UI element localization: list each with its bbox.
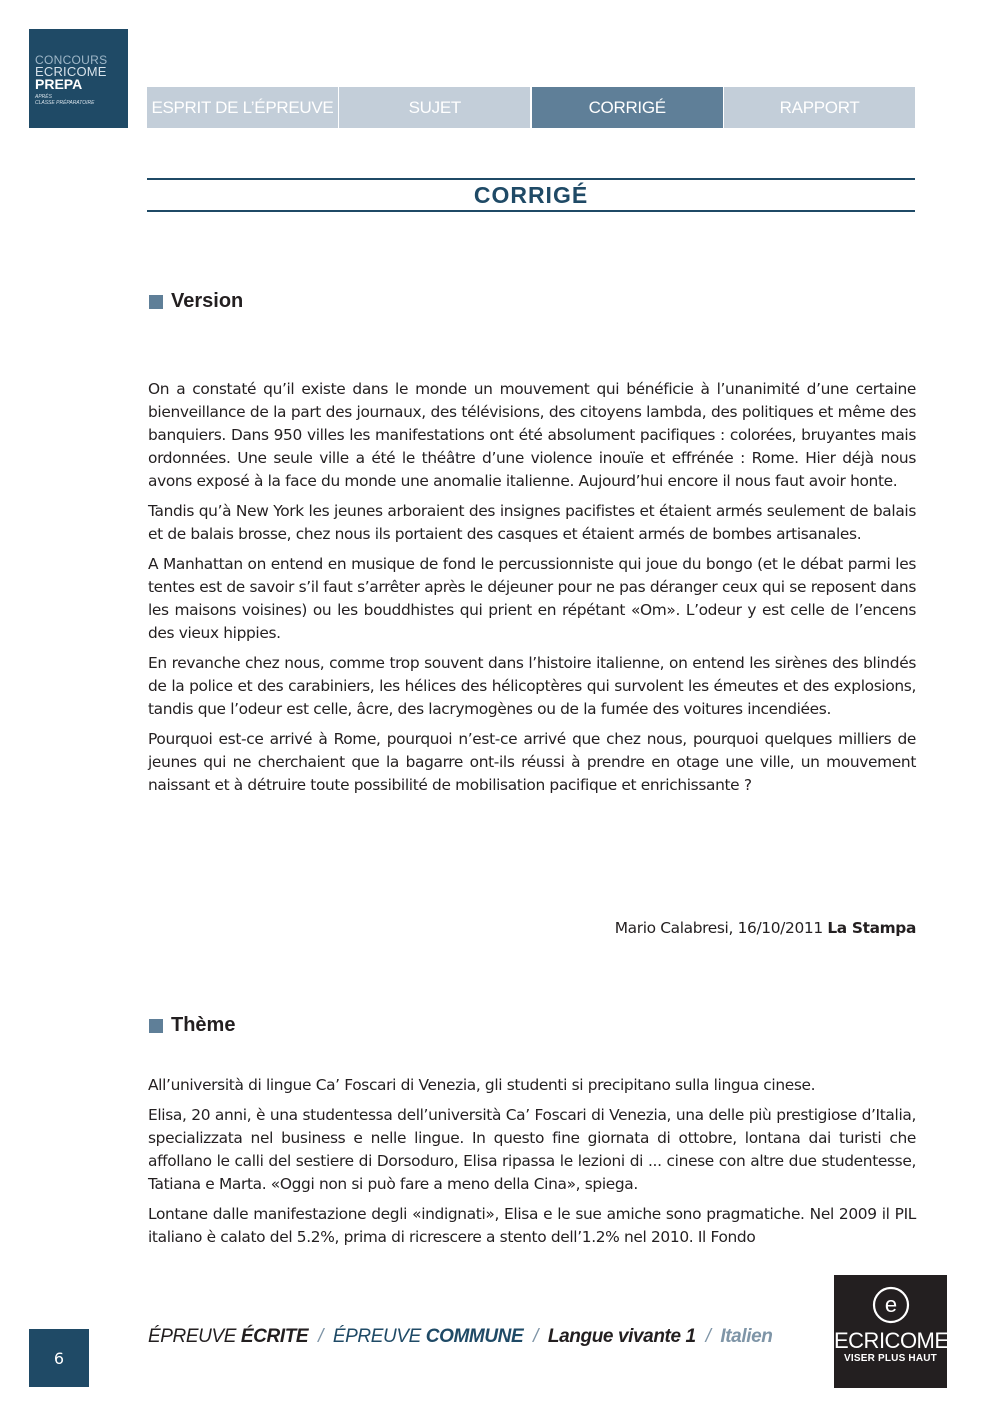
version-paragraph: A Manhattan on entend en musique de fond le percussionniste qui joue du bongo (et le débat parmi les tentes est de savoir s’il faut s’arrêter après le déjeuner pour ne pas déranger ceux qui se reposent dans les maisons voisines) ou les bouddhistes qui prient en répétant «Om». L’odeur y est celle de l’encens des vieux hippies. [148,555,916,642]
tab-esprit[interactable]: ESPRIT DE L’ÉPREUVE [147,87,338,128]
version-heading-label: Version [171,290,244,312]
source-citation [148,917,916,940]
logo-classe: CLASSE PRÉPARATOIRE [35,100,95,106]
tab-corrige[interactable]: CORRIGÉ [532,87,723,128]
footer-langue: Langue vivante 1 [547,1326,696,1347]
footer-epreuve: ÉPREUVE [148,1326,237,1347]
square-bullet-icon [149,295,163,309]
footer-commune: COMMUNE [425,1326,524,1347]
square-bullet-icon [149,1019,163,1033]
theme-heading-label: Thème [171,1014,236,1036]
section-tabs [147,87,915,128]
footer-separator: / [705,1326,711,1347]
tab-rapport[interactable]: RAPPORT [724,87,915,128]
version-heading [149,290,243,313]
theme-paragraph: Elisa, 20 anni, è una studentessa dell’università Ca’ Foscari di Venezia, una delle più prestigiose d’Italia, specializzata nel business e nelle lingue. In questo fine giornata di ottobre, lontana dai turisti che affollano le calli del sestiere di Dorsoduro, Elisa ripassa le lezioni di ... cinese con altre due studentesse, Tatiana e Marta. «Oggi non si può fare a meno della Cina», spiega. [148,1106,916,1193]
footer-epreuve-2: ÉPREUVE [332,1326,421,1347]
ecricome-e-icon [871,1285,911,1325]
footer-italien: Italien [720,1326,773,1347]
logo-line-subtitle [35,94,128,106]
footer-separator: / [533,1326,539,1347]
logo-apres: APRÈS [35,94,52,100]
page-number: 6 [29,1329,89,1387]
brand-tagline: VISER PLUS HAUT [843,1353,937,1364]
version-paragraph: Pourquoi est-ce arrivé à Rome, pourquoi n’est-ce arrivé que chez nous, pourquoi quelques milliers de jeunes qui ne cherchaient que la bagarre ont-ils réussi à prendre en otage une ville, un mouvement naissant et à détruire toute possibilité de mobilisation pacifique et enrichissante ? [148,730,916,794]
theme-paragraph: All’università di lingue Ca’ Foscari di Venezia, gli studenti si precipitano sulla lingua cinese. [148,1076,816,1094]
footer-ecrite: ÉCRITE [240,1326,309,1347]
logo-line-concours: CONCOURS [35,53,108,67]
svg-text:e: e [884,1292,897,1317]
source-author: Mario Calabresi, 16/10/2011 [614,919,823,937]
version-paragraph: Tandis qu’à New York les jeunes arboraient des insignes pacifistes et étaient armés seulement de balais et de balais brosse, chez nous ils portaient des casques et étaient armés de bombes artisanales. [148,502,916,543]
logo-line-ecricome: ECRICOME [35,64,107,79]
version-text [148,378,916,804]
source-paper: La Stampa [827,919,916,937]
theme-heading [149,1014,235,1037]
logo-line-prepa: PREPA [35,76,83,92]
tab-sujet[interactable]: SUJET [339,87,530,128]
footer-separator: / [318,1326,323,1347]
ecricome-brand-logo [834,1275,947,1388]
footer-breadcrumb [148,1326,772,1348]
concours-logo [29,29,128,128]
theme-paragraph: Lontane dalle manifestazione degli «indignati», Elisa e le sue amiche sono pragmatiche. Nel 2009 il PIL italiano è calato del 5.2%, prima di ricrescere a stento dell’1.2% nel 2010. Il Fondo [148,1205,916,1246]
version-paragraph: En revanche chez nous, comme trop souvent dans l’histoire italienne, on entend les sirènes des blindés de la police et des carabiniers, les hélices des hélicoptères qui survolent les émeutes et des explosions, tandis que l’odeur est celle, âcre, des lacrymogènes ou de la fumée des voitures incendiées. [148,654,916,718]
title-rule-bottom [147,210,915,212]
theme-text [148,1074,916,1256]
brand-name: ECRICOME [834,1328,949,1353]
version-paragraph: On a constaté qu’il existe dans le monde un mouvement qui bénéficie à l’unanimité d’une certaine bienveillance de la part des journaux, des télévisions, des citoyens lambda, des politiques et même des banquiers. Dans 950 villes les manifestations ont été absolument pacifiques : colorées, bruyantes mais ordonnées. Une seule ville a été le théâtre d’une violence inouïe et effrénée : Rome. Hier déjà nous avons exposé à la face du monde une anomalie italienne. Aujourd’hui encore il nous faut avoir honte. [148,380,916,490]
page-title: CORRIGÉ [473,182,589,208]
